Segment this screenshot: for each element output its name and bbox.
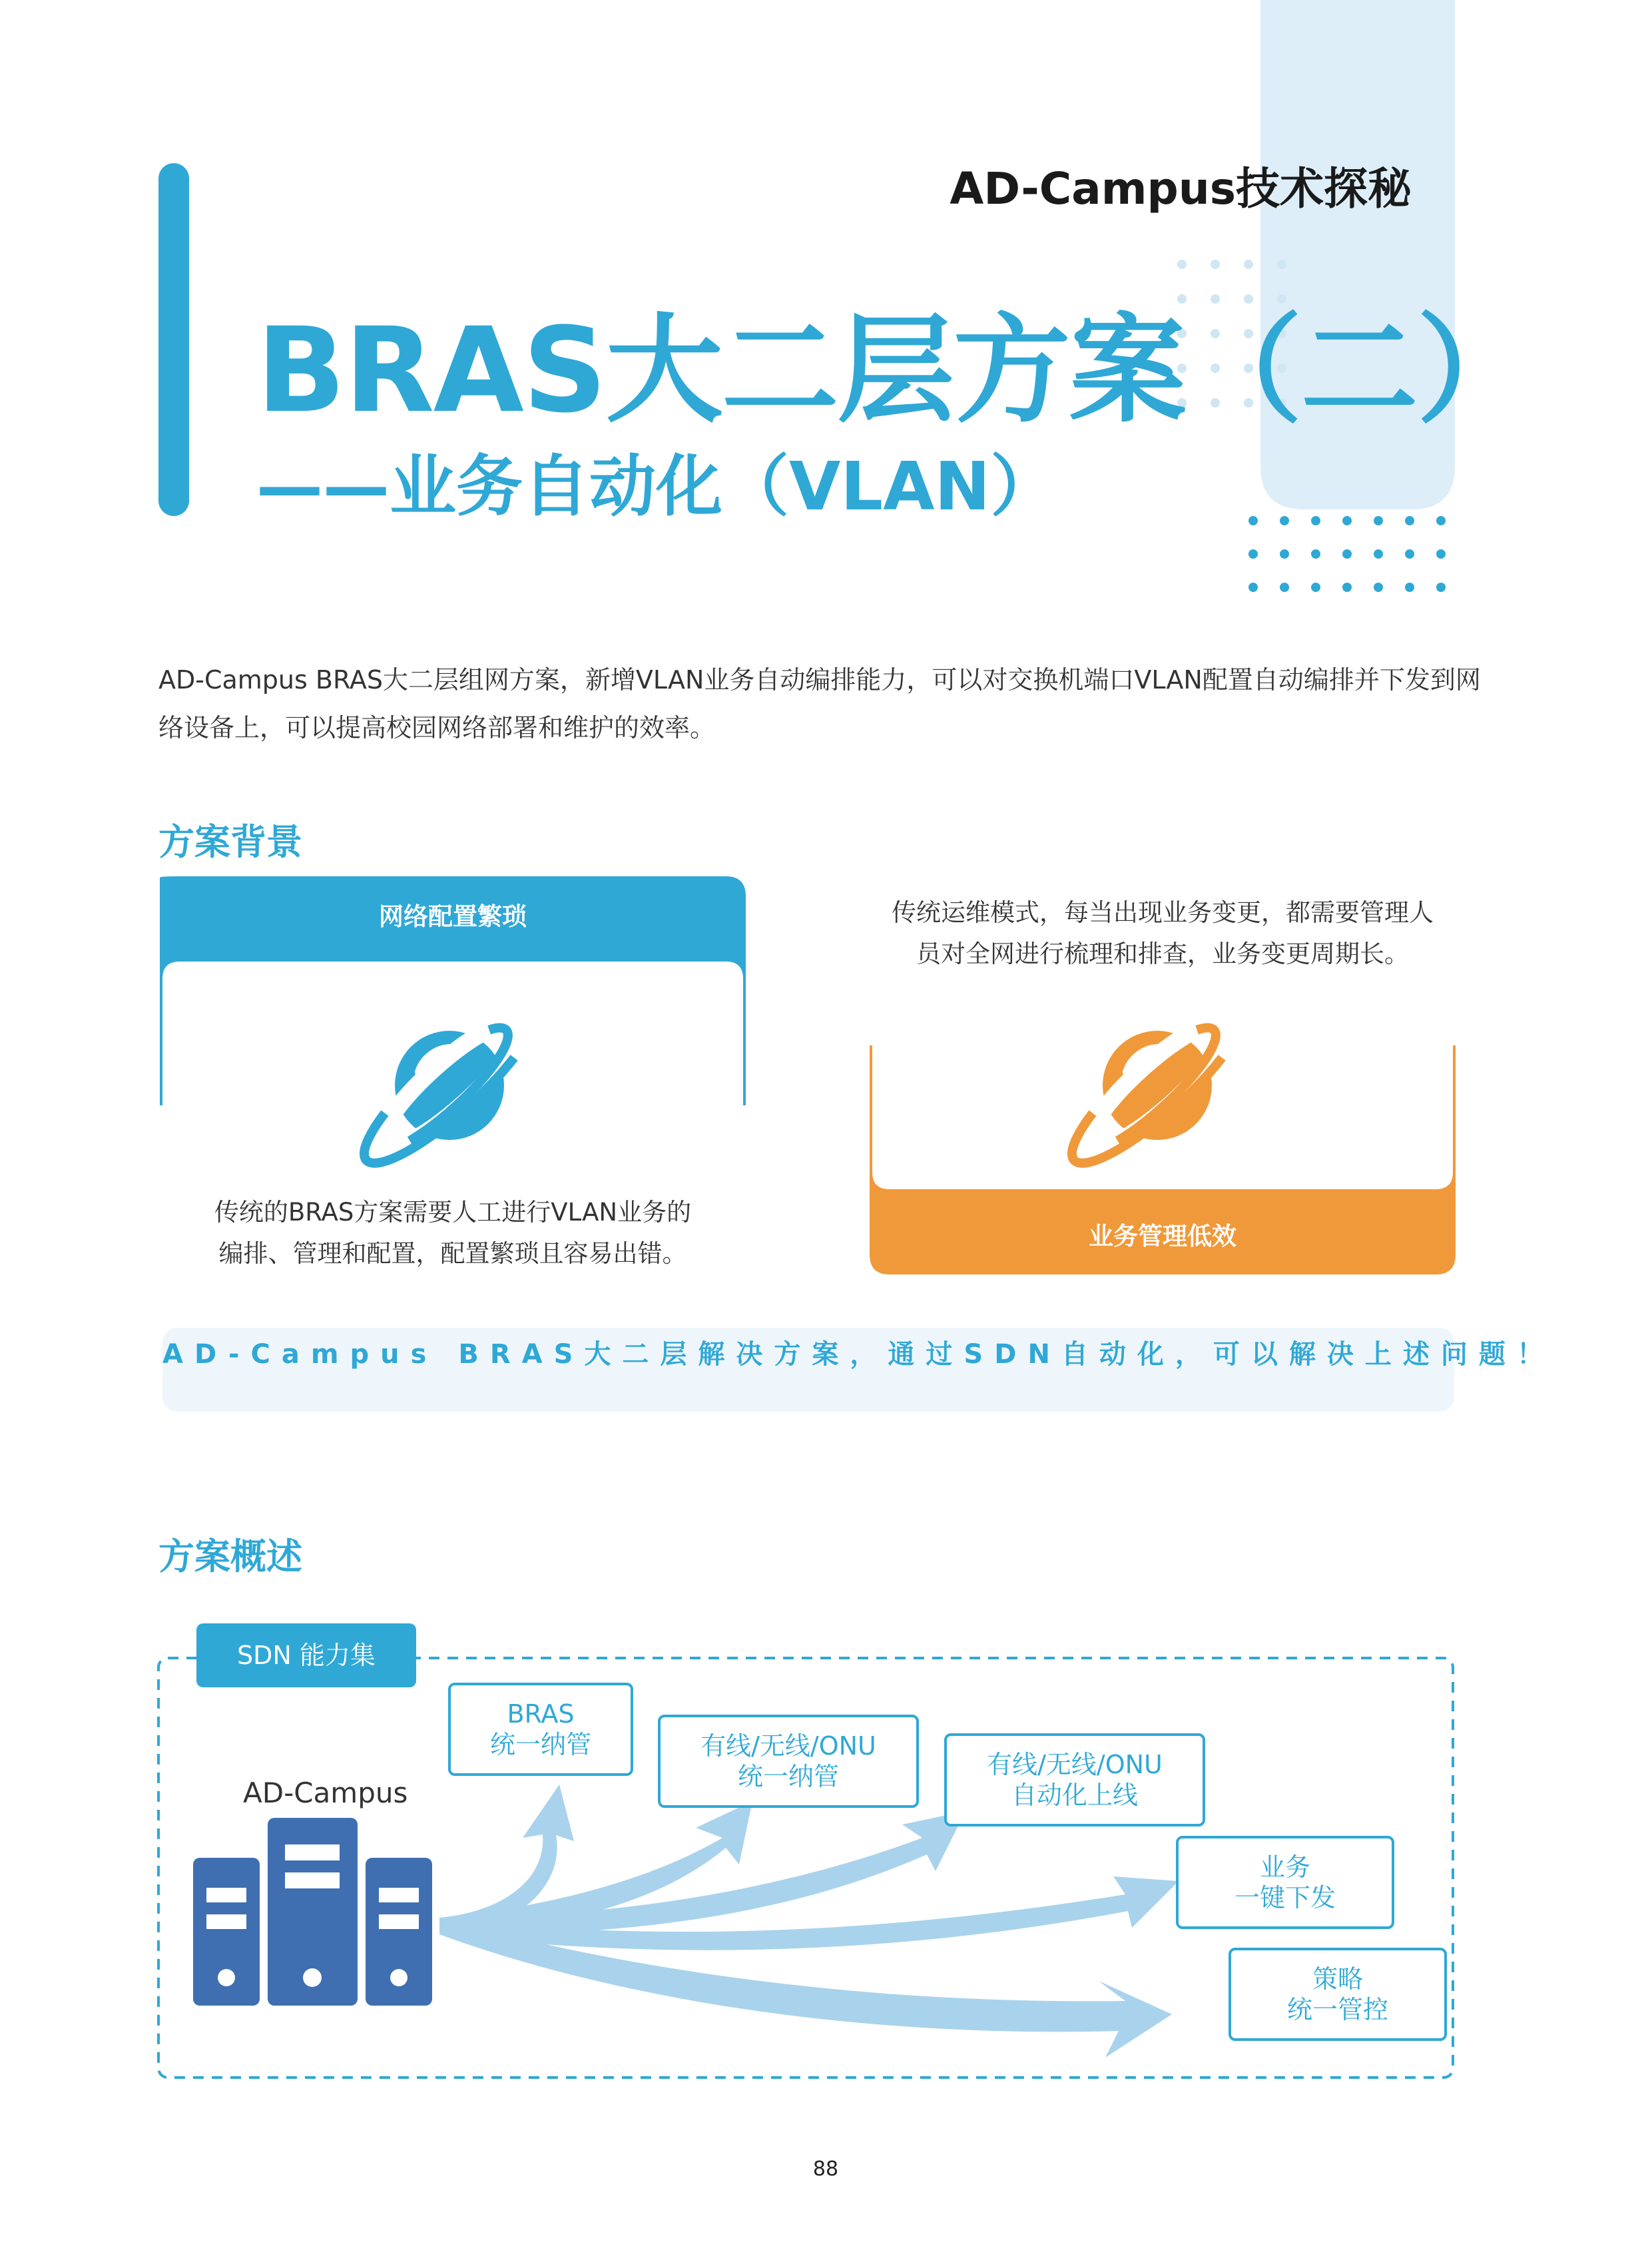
card-right-title: 业务管理低效 (1089, 1222, 1237, 1251)
dot (1405, 516, 1414, 525)
dot (1405, 583, 1414, 592)
section-heading-background: 方案背景 (158, 821, 302, 863)
capability-box (1176, 1836, 1394, 1929)
platform-label: AD-Campus (243, 1777, 408, 1809)
sdn-capability-tag: SDN 能力集 (196, 1623, 416, 1687)
capability-box (448, 1683, 633, 1776)
capability-line: 策略 (1312, 1964, 1363, 1994)
page-subtitle: ——业务自动化（VLAN） (256, 447, 1057, 525)
dot (1436, 583, 1446, 592)
dot (1374, 583, 1383, 592)
dot (1248, 516, 1258, 525)
dot (1280, 583, 1289, 592)
capability-box (658, 1715, 919, 1808)
dot (1311, 549, 1320, 559)
description-line: 传统运维模式，每当出现业务变更，都需要管理人 (892, 898, 1434, 927)
planet-icon (351, 1008, 531, 1181)
capability-line: 一键下发 (1234, 1883, 1336, 1912)
dot (1405, 549, 1414, 559)
server-icon (193, 1818, 432, 2006)
capability-box (1229, 1948, 1447, 2041)
planet-icon (1059, 1008, 1239, 1181)
solution-banner: AD-Campus BRAS大二层解决方案，通过SDN自动化，可以解决上述问题！ (162, 1339, 1555, 1370)
capability-line: 自动化上线 (1011, 1781, 1138, 1810)
capability-line: 统一纳管 (737, 1762, 839, 1791)
dot (1211, 260, 1220, 269)
dot (1248, 583, 1258, 592)
capability-box (944, 1733, 1205, 1826)
intro-paragraph: AD-Campus BRAS大二层组网方案，新增VLAN业务自动编排能力，可以对交换机端口VLAN配置自动编排并下发到网络设备上，可以提高校园网络部署和维护的效率。 (158, 665, 1481, 742)
card-right-description (870, 892, 1456, 975)
section-heading-overview: 方案概述 (158, 1536, 302, 1577)
card-left-title: 网络配置繁琐 (379, 902, 527, 931)
card-left-description (160, 1192, 746, 1274)
capability-line: 统一纳管 (489, 1730, 591, 1759)
dot-grid-decoration (1248, 516, 1446, 592)
capability-line: 业务 (1259, 1852, 1310, 1882)
dot (1374, 549, 1383, 559)
dot (1277, 260, 1286, 269)
dot (1244, 260, 1253, 269)
series-label: AD-Campus技术探秘 (950, 163, 1412, 214)
dot (1248, 549, 1258, 559)
description-line: 编排、管理和配置，配置繁琐且容易出错。 (218, 1239, 687, 1268)
description-line: 员对全网进行梳理和排查，业务变更周期长。 (916, 940, 1409, 968)
dot (1436, 549, 1446, 559)
page-title: BRAS大二层方案（二） (256, 302, 1533, 439)
page-number: 88 (812, 2157, 839, 2181)
description-line: 传统的BRAS方案需要人工进行VLAN业务的 (214, 1198, 692, 1227)
dot (1374, 516, 1383, 525)
capability-line: 统一管控 (1286, 1995, 1388, 2024)
dot (1436, 516, 1446, 525)
capability-line: 有线/无线/ONU (987, 1750, 1163, 1779)
dot (1342, 516, 1352, 525)
dot (1342, 549, 1352, 559)
capability-line: BRAS (507, 1699, 575, 1729)
dot (1311, 516, 1320, 525)
dot (1177, 260, 1187, 269)
dot (1311, 583, 1320, 592)
title-accent-bar (158, 163, 189, 516)
dot (1280, 516, 1289, 525)
dot (1280, 549, 1289, 559)
capability-line: 有线/无线/ONU (700, 1731, 876, 1761)
dot (1342, 583, 1352, 592)
